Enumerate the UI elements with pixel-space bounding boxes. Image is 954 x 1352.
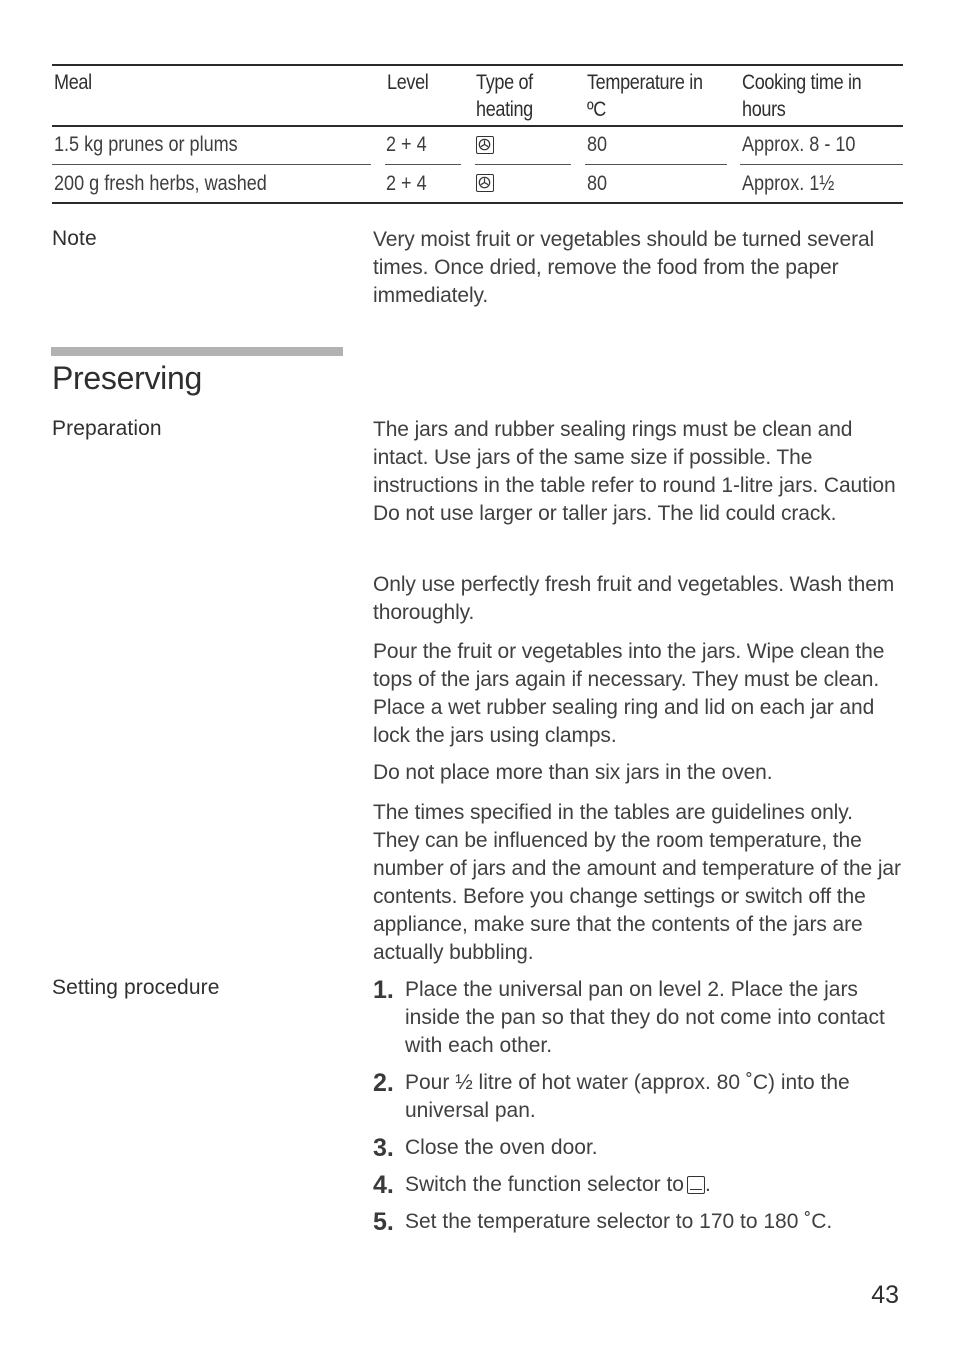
preparation-paragraph: Only use perfectly fresh fruit and vegetables. Wash them thoroughly. [373,573,895,624]
row1-divider-level [385,164,461,165]
bottom-heat-icon [687,1176,705,1194]
step-number: 3. [373,1134,394,1162]
step-suffix: . [704,1173,711,1196]
step-item [373,1134,903,1162]
table-top-rule [52,64,903,66]
step-text: Set the temperature selector to 170 to 180 ˚C. [405,1210,833,1233]
page-number: 43 [871,1281,899,1309]
header-level: Level [387,71,429,94]
note-text: Very moist fruit or vegetables should be turned several times. Once dried, remove the food from the paper immediately. [373,228,875,307]
step-number: 4. [373,1171,394,1199]
step-text: Pour ½ litre of hot water (approx. 80 ˚C) into the universal pan. [405,1071,850,1122]
preparation-paragraph: The jars and rubber sealing rings must be clean and intact. Use jars of the same size if possible. The instructions in the table refer to round 1-litre jars. Caution Do not use larger or taller jars. The lid could crack. [373,418,896,525]
row2-level: 2 + 4 [386,172,427,195]
step-item [373,1208,903,1236]
note-label: Note [52,227,97,250]
row1-divider-meal [52,164,371,165]
step-item [373,1171,903,1199]
row1-divider-time [740,164,903,165]
section-bar [51,347,343,356]
step-text: Close the oven door. [405,1136,598,1159]
row1-divider-type [475,164,571,165]
step-number: 5. [373,1208,394,1236]
row1-time: Approx. 8 - 10 [742,133,856,156]
row2-meal: 200 g fresh herbs, washed [54,172,267,195]
setting-procedure-label: Setting procedure [52,976,220,999]
step-item [373,1069,903,1125]
hot-air-icon [476,136,494,154]
header-cooking-time: Cooking time in hours [742,71,862,121]
table-bottom-rule [52,202,903,204]
hot-air-icon [476,174,494,192]
row2-temperature: 80 [587,172,608,195]
step-number: 1. [373,976,394,1004]
step-text: Switch the function selector to [405,1173,684,1196]
step-number: 2. [373,1069,394,1097]
header-type-of-heating: Type of heating [476,71,533,121]
preparation-label: Preparation [52,417,162,440]
preparation-paragraph: The times specified in the tables are guidelines only. They can be influenced by the room temperature, the number of jars and the amount and temperature of the jar contents. Before you change settings or switch off the appliance, make sure that the contents of the jars are actually bubbling. [373,801,901,964]
row1-meal: 1.5 kg prunes or plums [54,133,238,156]
step-text: Place the universal pan on level 2. Place the jars inside the pan so that they do not come into contact with each other. [405,978,885,1057]
row2-time: Approx. 1½ [742,172,835,195]
row1-divider-temp [585,164,727,165]
header-temperature: Temperature in ºC [587,71,703,121]
preparation-paragraph: Pour the fruit or vegetables into the jars. Wipe clean the tops of the jars again if necessary. They must be clean. Place a wet rubber sealing ring and lid on each jar and lock the jars using clamps. [373,640,885,747]
row1-temperature: 80 [587,133,608,156]
header-rule [52,125,903,127]
steps-list [373,976,903,1245]
row1-level: 2 + 4 [386,133,427,156]
section-title: Preserving [52,360,202,396]
step-item [373,976,903,1060]
header-meal: Meal [54,71,92,94]
preparation-paragraph: Do not place more than six jars in the oven. [373,761,773,784]
